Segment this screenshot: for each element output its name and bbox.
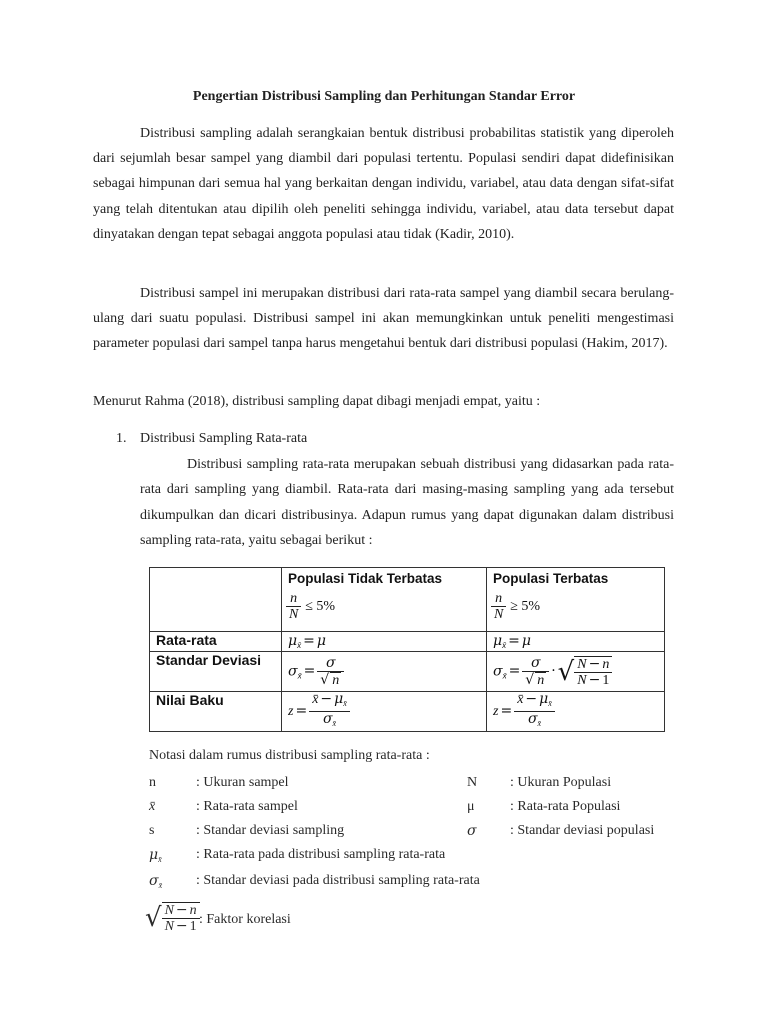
notation-row (149, 823, 689, 845)
correction-factor: √ $\frac{N - n}{N - 1}$ (558, 656, 613, 688)
notation-desc: : Standar deviasi sampling (196, 823, 345, 838)
notation-symbol: $\mu_{x̄}$ (149, 847, 162, 864)
header-finite-population (487, 568, 665, 632)
condition-finite: $\frac{n}{N}$ ≥ 5% (491, 591, 664, 622)
notation-desc: : Rata-rata pada distribusi sampling rata-rata (196, 847, 446, 862)
notation-symbol: σ (467, 823, 477, 839)
formula-mean-finite: $\mu_{x̄} = \mu$ (487, 632, 665, 652)
table-header-row (150, 568, 665, 632)
list-heading: Distribusi Sampling Rata-rata (140, 431, 308, 446)
notation-symbol: x̄ (149, 799, 156, 814)
notation-row (149, 873, 689, 895)
paragraph-sample-distribution: Distribusi sampel ini merupakan distribusi dari rata-rata sampel yang diambil secara berulang-ulang dari suatu populasi. Distribusi sampel ini akan memungkinkan untuk peneliti mengestimasi parameter populasi dari sampel tanpa harus mengetahui bentuk dari distribusi populasi (Hakim, 2017). (93, 286, 674, 352)
notation-title: Notasi dalam rumus distribusi sampling rata-rata : (149, 748, 430, 763)
sigma-over-root-n: $\frac{\sigma}{√ n}$ (522, 656, 549, 688)
formula-mean-infinite: $\mu_{x̄} = \mu$ (282, 632, 487, 652)
table-corner-cell (150, 568, 282, 632)
paragraph-classification: Menurut Rahma (2018), distribusi sampling dapat dibagi menjadi empat, yaitu : (93, 394, 541, 409)
notation-desc: : Standar deviasi pada distribusi sampling rata-rata (196, 873, 480, 888)
n-over-N-fraction: $\frac{n}{N}$ (286, 591, 301, 622)
notation-symbol: s (149, 823, 155, 838)
faktor-korelasi-formula: √ $\frac{N - n}{N - 1}$ (145, 902, 200, 934)
sigma-over-root-n: $\frac{\sigma}{√ n}$ (317, 656, 344, 688)
notation-desc: : Ukuran Populasi (510, 775, 612, 790)
formula-z-finite: z = $\frac{x̄ - \mu_{x̄}}{\sigma_{x̄}}$ (487, 692, 665, 732)
notation-symbol: n (149, 775, 156, 790)
list-item-body: Distribusi sampling rata-rata merupakan sebuah distribusi yang didasarkan pada rata-rata dari sampling yang diambil. Rata-rata dari masing-masing sampling yang ada tersebut dikumpulkan dan dicari distribusinya. Adapun rumus yang dapat digunakan dalam distribusi sampling rata-rata, yaitu sebagai berikut : (140, 457, 674, 548)
z-fraction: $\frac{x̄ - \mu_{x̄}}{\sigma_{x̄}}$ (309, 692, 350, 731)
notation-row (149, 775, 689, 797)
n-over-N-fraction: $\frac{n}{N}$ (491, 591, 506, 622)
table-row-std-dev (150, 652, 665, 692)
notation-desc: : Rata-rata Populasi (510, 799, 621, 814)
notation-symbol: $\sigma_{x̄}$ (149, 873, 163, 890)
row-label-std-dev: Standar Deviasi (150, 652, 282, 692)
document-title: Pengertian Distribusi Sampling dan Perhitungan Standar Error (192, 89, 576, 104)
header-infinite-population (282, 568, 487, 632)
table-row-mean (150, 632, 665, 652)
notation-symbol: N (467, 775, 478, 790)
table-row-z-score (150, 692, 665, 732)
notation-row-faktor (145, 902, 689, 944)
formula-std-dev-infinite: $\sigma_{x̄}$ = $\frac{\sigma}{√ n}$ (282, 652, 487, 692)
z-fraction: $\frac{x̄ - \mu_{x̄}}{\sigma_{x̄}}$ (514, 692, 555, 731)
formula-std-dev-finite: $\sigma_{x̄}$ = $\frac{\sigma}{√ n}$ · √ $\frac{N - n}{N - 1}$ (487, 652, 665, 692)
header-label: Populasi Tidak Terbatas (288, 571, 443, 586)
notation-desc: : Faktor korelasi (199, 912, 291, 927)
paragraph-definition: Distribusi sampling adalah serangkaian bentuk distribusi probabilitas statistik yang diperoleh dari sejumlah besar sampel yang diambil dari populasi tertentu. Populasi sendiri dapat didefinisikan sebagai himpunan dari semua hal yang berkaitan dengan individu, variabel, atau data dengan sifat-sifat yang telah ditentukan atau dipilih oleh peneliti sehingga individu, variabel, atau data tersebut dapat dinyatakan dengan tepat sebagai anggota populasi atau tidak (Kadir, 2010). (93, 126, 674, 242)
notation-desc: : Standar deviasi populasi (510, 823, 655, 838)
row-label-mean: Rata-rata (150, 632, 282, 652)
notation-desc: : Rata-rata sampel (196, 799, 298, 814)
header-label: Populasi Terbatas (493, 571, 609, 586)
notation-row (149, 799, 689, 821)
notation-desc: : Ukuran sampel (196, 775, 289, 790)
notation-symbol: μ (467, 799, 475, 814)
condition-infinite: $\frac{n}{N}$ ≤ 5% (286, 591, 486, 622)
notation-row (149, 847, 689, 869)
list-number: 1. (116, 431, 127, 446)
formula-z-infinite: z = $\frac{x̄ - \mu_{x̄}}{\sigma_{x̄}}$ (282, 692, 487, 732)
row-label-z-score: Nilai Baku (150, 692, 282, 732)
formula-table (149, 567, 665, 732)
